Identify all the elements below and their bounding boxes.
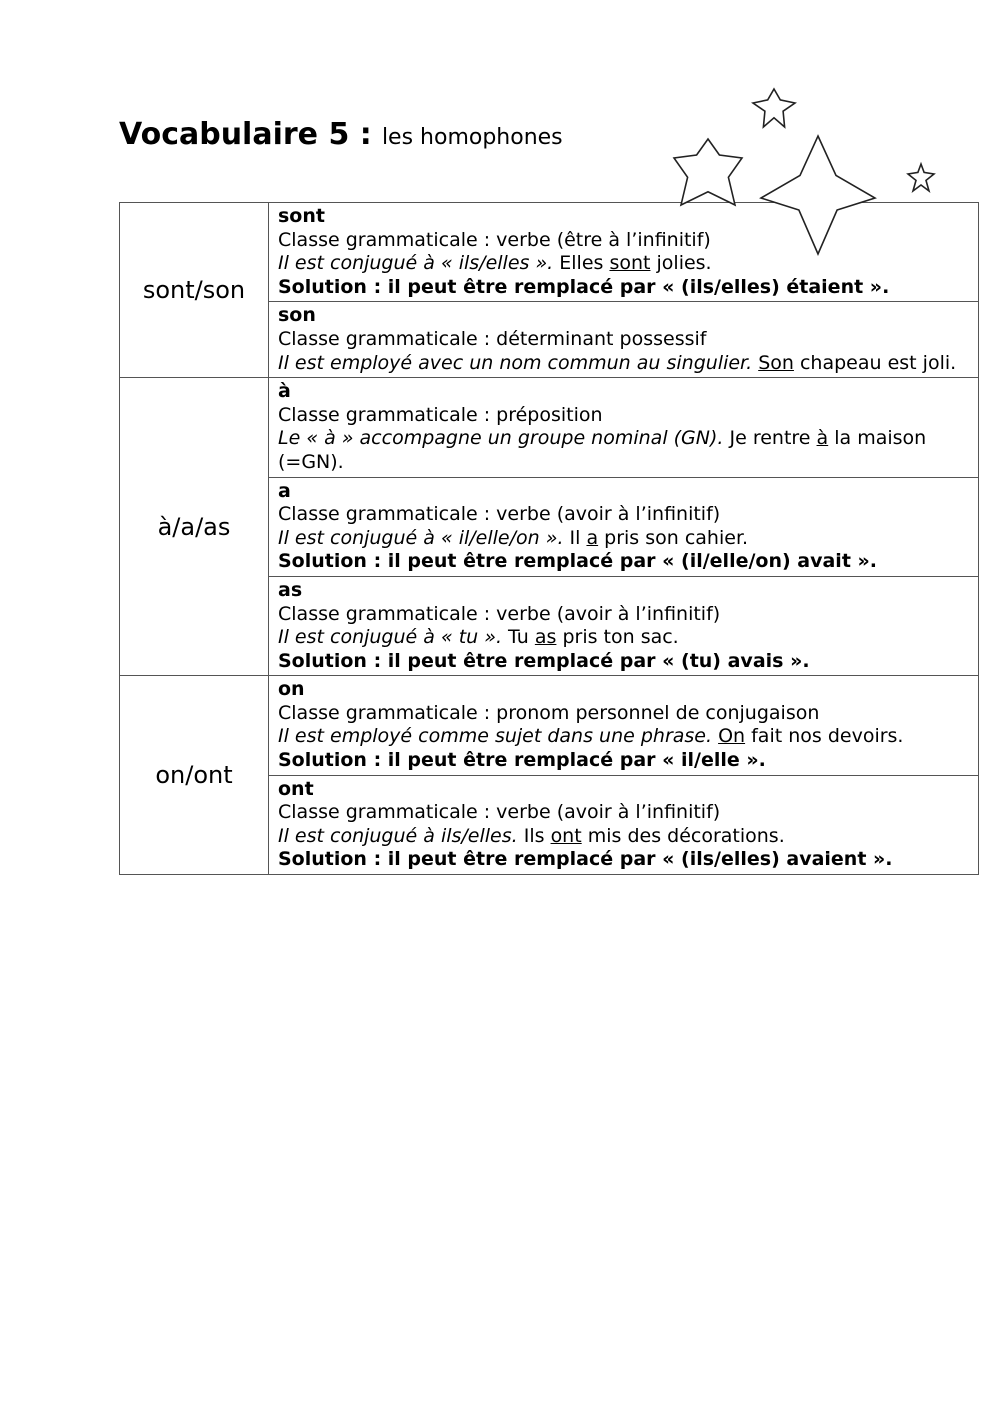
entry-word: as (278, 578, 303, 601)
example-before: Ils (517, 824, 551, 847)
example-underlined: a (586, 526, 599, 549)
entry-cell (269, 477, 979, 576)
star-tiny-icon (908, 164, 934, 191)
entry-word: sont (278, 205, 325, 227)
example-after: mis des décorations. (581, 824, 785, 847)
example-after: fait nos devoirs. (745, 725, 904, 748)
entry-classe: Classe grammaticale : verbe (avoir à l’infinitif) (278, 503, 721, 526)
entry-word: à (278, 380, 291, 403)
entry-rule: Le « à » accompagne un groupe nominal (GN). (278, 427, 724, 450)
group-label: sont/son (120, 203, 269, 378)
entry-example (278, 527, 970, 551)
entry-solution: Solution : il peut être remplacé par « (ils/elles) avaient ». (278, 848, 893, 871)
entry-solution: Solution : il peut être remplacé par « (ils/elles) étaient ». (278, 275, 890, 298)
example-after: la maison (=GN). (278, 427, 927, 473)
entry-rule: Il est employé avec un nom commun au singulier. (278, 351, 753, 374)
entry-classe: Classe grammaticale : déterminant possessif (278, 327, 707, 350)
entry-cell (269, 378, 979, 477)
entry-classe: Classe grammaticale : verbe (être à l’infinitif) (278, 228, 711, 251)
entry-cell (269, 302, 979, 378)
star-medium-icon (674, 139, 742, 205)
example-underlined: à (816, 427, 829, 450)
entry-example (278, 825, 970, 849)
entry-word: son (278, 304, 316, 327)
entry-cell (269, 676, 979, 775)
entry-rule: Il est conjugué à ils/elles. (278, 824, 518, 847)
entry-cell (269, 775, 979, 874)
entry-example (278, 626, 970, 650)
entry-classe: Classe grammaticale : verbe (avoir à l’infinitif) (278, 801, 721, 824)
example-underlined: sont (609, 252, 651, 275)
entry-cell (269, 576, 979, 675)
title-main: Vocabulaire 5 : (119, 117, 372, 152)
example-underlined: as (534, 626, 557, 649)
entry-solution: Solution : il peut être remplacé par « (il/elle/on) avait ». (278, 550, 878, 573)
title-subtitle: les homophones (381, 125, 563, 150)
entry-word: a (278, 479, 291, 502)
entry-word: ont (278, 777, 314, 800)
example-after: pris ton sac. (556, 626, 679, 649)
table-row (120, 378, 979, 477)
entry-rule: Il est conjugué à « tu ». (278, 626, 503, 649)
example-underlined: On (718, 725, 746, 748)
example-underlined: ont (550, 824, 582, 847)
example-after: pris son cahier. (598, 526, 749, 549)
group-label: on/ont (120, 676, 269, 875)
example-before: Elles (553, 252, 610, 275)
example-after: jolies. (650, 252, 712, 275)
entry-solution: Solution : il peut être remplacé par « il/elle ». (278, 749, 766, 772)
example-before: Je rentre (723, 427, 817, 450)
table-row (120, 676, 979, 775)
entry-rule: Il est conjugué à « ils/elles ». (278, 252, 554, 275)
page-title (119, 114, 563, 153)
star-large-icon (761, 136, 875, 254)
entry-classe: Classe grammaticale : préposition (278, 403, 603, 426)
entry-classe: Classe grammaticale : pronom personnel de conjugaison (278, 701, 820, 724)
entry-example (278, 725, 970, 749)
entry-word: on (278, 678, 305, 701)
star-small-top-icon (753, 89, 795, 127)
group-label: à/a/as (120, 378, 269, 676)
example-after: chapeau est joli. (793, 351, 957, 374)
example-before: Tu (502, 626, 535, 649)
example-underlined: Son (758, 351, 794, 374)
homophones-table (119, 202, 979, 875)
entry-rule: Il est conjugué à « il/elle/on ». (278, 526, 564, 549)
entry-classe: Classe grammaticale : verbe (avoir à l’infinitif) (278, 602, 721, 625)
example-before: Il (563, 526, 587, 549)
entry-rule: Il est employé comme sujet dans une phrase. (278, 725, 713, 748)
entry-example (278, 352, 970, 376)
entry-solution: Solution : il peut être remplacé par « (tu) avais ». (278, 649, 810, 672)
stars-icon (660, 80, 950, 260)
entry-example (278, 427, 970, 474)
